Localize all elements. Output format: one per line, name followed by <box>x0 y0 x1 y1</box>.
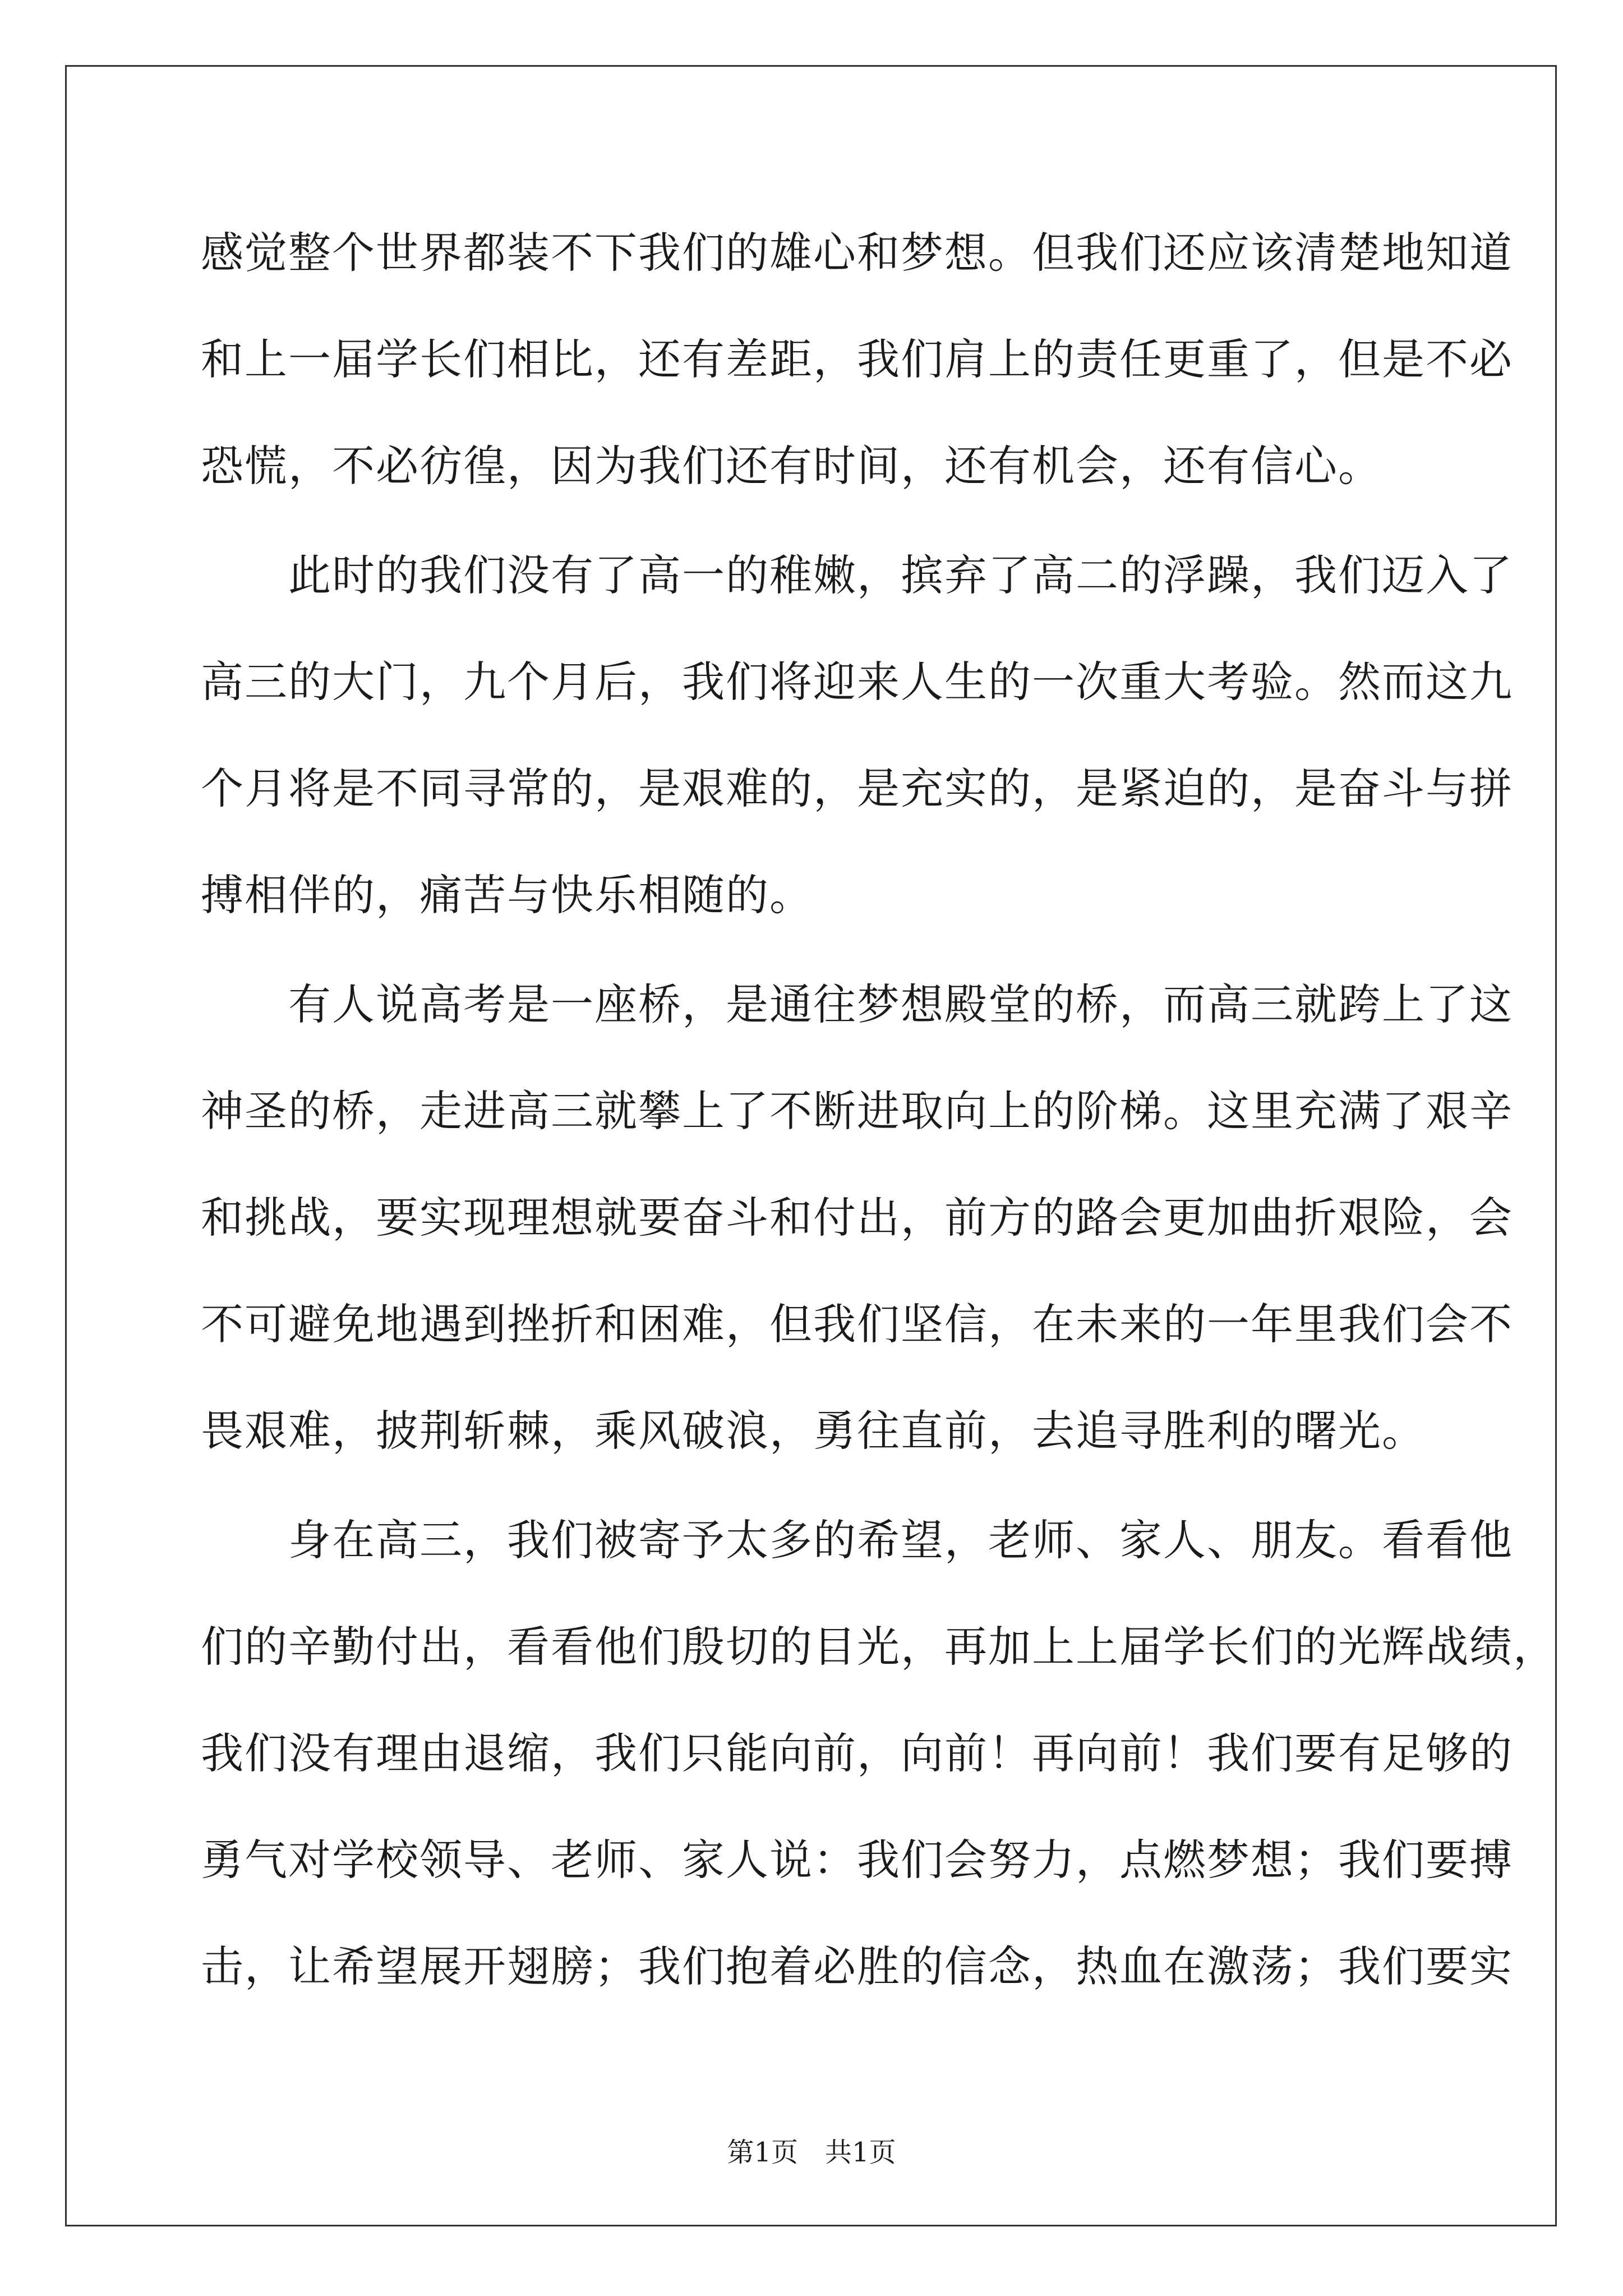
text-line: 畏艰难，披荆斩棘，乘风破浪，勇往直前，去追寻胜利的曙光。 <box>201 1406 1426 1456</box>
text-line: 有人说高考是一座桥，是通往梦想殿堂的桥，而高三就跨上了这 <box>201 979 1513 1029</box>
text-line: 和上一届学长们相比，还有差距，我们肩上的责任更重了，但是不必 <box>201 334 1513 384</box>
text-line: 和挑战，要实现理想就要奋斗和付出，前方的路会更加曲折艰险，会 <box>201 1193 1513 1243</box>
text-line: 恐慌，不必彷徨，因为我们还有时间，还有机会，还有信心。 <box>201 441 1382 491</box>
page-footer: 第1页 共1页 <box>727 2137 896 2168</box>
text-line: 们的辛勤付出，看看他们殷切的目光，再加上上届学长们的光辉战绩， <box>201 1622 1557 1672</box>
text-line: 击，让希望展开翅膀；我们抱着必胜的信念，热血在激荡；我们要实 <box>201 1941 1513 1991</box>
text-line: 高三的大门，九个月后，我们将迎来人生的一次重大考验。然而这九 <box>201 657 1513 707</box>
text-line: 个月将是不同寻常的，是艰难的，是充实的，是紧迫的，是奋斗与拼 <box>201 763 1513 813</box>
text-line: 我们没有理由退缩，我们只能向前，向前！再向前！我们要有足够的 <box>201 1728 1513 1778</box>
text-line: 感觉整个世界都装不下我们的雄心和梦想。但我们还应该清楚地知道 <box>201 228 1513 278</box>
text-line: 神圣的桥，走进高三就攀上了不断进取向上的阶梯。这里充满了艰辛 <box>201 1086 1513 1136</box>
document-body <box>201 222 1557 2042</box>
text-line: 勇气对学校领导、老师、家人说：我们会努力，点燃梦想；我们要搏 <box>201 1835 1513 1885</box>
text-line: 搏相伴的，痛苦与快乐相随的。 <box>201 870 813 920</box>
text-line: 身在高三，我们被寄予太多的希望，老师、家人、朋友。看看他 <box>201 1515 1513 1565</box>
text-line: 不可避免地遇到挫折和困难，但我们坚信，在未来的一年里我们会不 <box>201 1299 1513 1349</box>
text-line: 此时的我们没有了高一的稚嫩，摈弃了高二的浮躁，我们迈入了 <box>201 550 1513 600</box>
